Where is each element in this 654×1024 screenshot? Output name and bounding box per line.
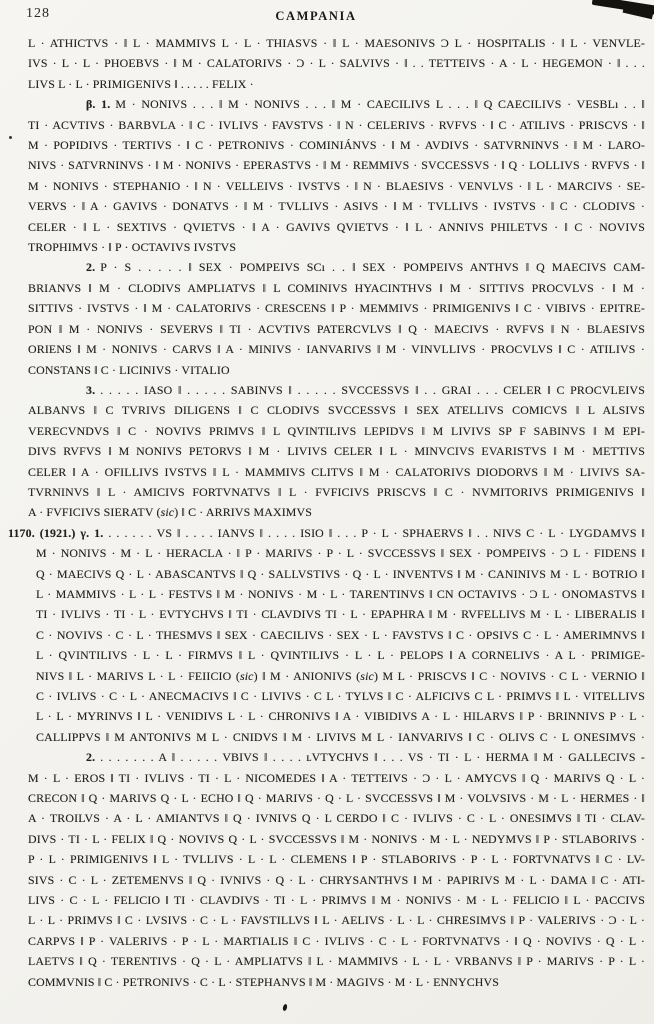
text-line xyxy=(36,604,645,624)
text-line xyxy=(28,339,645,359)
text-line xyxy=(28,890,645,910)
running-title: CAMPANIA xyxy=(275,9,357,23)
text-line xyxy=(28,155,645,175)
line-text: CRECON ‖ Q · MARIVS Q · L · ECHO ‖ Q · MARIVS · Q · L · SVCCESSVS ‖ M · VOLVSIVS · M · L · HERMES · ‖ xyxy=(28,791,645,806)
ink-dot xyxy=(282,1004,288,1012)
line-text: M · NONIVS · STEPHANIO · ‖ N · VELLEIVS · IVSTVS · ‖ N · BLAESIVS · VENVLVS · ‖ L · MARCIVS · SE- xyxy=(28,178,645,193)
page-number: 128 xyxy=(26,6,50,21)
line-text: IVS · L · L · PHOEBVS · ‖ M · CALATORIVS · Ɔ · L · SALVIVS · ‖ . . TETTEIVS · A · L · HEGEMON · ‖ . . . xyxy=(28,56,645,71)
entry-number: β. 1. xyxy=(86,97,111,112)
text-line xyxy=(28,74,645,94)
text-line xyxy=(36,666,645,686)
entry-number: 2. xyxy=(86,260,96,275)
text-line xyxy=(36,645,645,665)
text-line xyxy=(36,584,645,604)
text-line xyxy=(28,462,645,482)
text-line xyxy=(28,115,645,135)
line-text: LIVS L · L · PRIMIGENIVS ‖ . . . . . FELIX · xyxy=(28,76,254,91)
text-line xyxy=(36,564,645,584)
line-text: M · NONIVS . . . ‖ M · NONIVS . . . ‖ M · CAECILIVS L . . . ‖ Q CAECILIVS · VESBLı . . ‖ xyxy=(115,97,645,112)
text-line xyxy=(36,625,645,645)
entry-number: 3. xyxy=(86,382,96,397)
line-text: DIVS · TI · L · FELIX ‖ Q · NOVIVS Q · L · SVCCESSVS ‖ M · NONIVS · M · L · NEDYMVS ‖ P · STLABORIVS · xyxy=(28,831,645,846)
text-line xyxy=(28,808,645,828)
line-text: A · TROILVS · A · L · AMIANTVS ‖ Q · IVNIVS Q · L CERDO ‖ C · IVLIVS · C · L · ONESIMVS ‖ TI · CLAV- xyxy=(28,811,645,826)
text-line xyxy=(28,94,645,114)
line-text: BRIANVS ‖ M · CLODIVS AMPLIATVS ‖ L COMINIVS HYACINTHVS ‖ M · SITTIVS PROCVLVS · ‖ M · xyxy=(28,280,645,295)
line-text: L · MAMMIVS · L · L · FESTVS ‖ M · NONIVS · M · L · TARENTINVS ‖ CN OCTAVIVS · Ɔ L · ONOMASTVS ‖ xyxy=(36,586,645,601)
line-text: NIVS · SATVRNINVS · ‖ M · NONIVS · EPERASTVS · ‖ M · REMMIVS · SVCCESSVS · ‖ Q · LOLLIVS · RVFVS · ‖ xyxy=(28,158,645,173)
text-line xyxy=(28,788,645,808)
line-text: ORIENS ‖ M · NONIVS · CARVS ‖ A · MINIVS · IANVARIVS ‖ M · VINVLLIVS · PROCVLVS ‖ C · ATILIVS · xyxy=(28,342,645,357)
text-line xyxy=(28,196,645,216)
text-line xyxy=(28,910,645,930)
line-text: . . . . . . . A ‖ . . . . . VBIVS ‖ . . . . ʟVTYCHVS ‖ . . . VS · TI · L · HERMA ‖ M · GALLECIVS - xyxy=(100,750,645,765)
text-line xyxy=(28,257,645,277)
line-text: CALLIPPVS ‖ M ANTONIVS M L · CNIDVS ‖ M · LIVIVS M L · IANVARIVS ‖ C · OLIVS C · L ONESIMVS · xyxy=(36,729,645,744)
text-line xyxy=(28,319,645,339)
line-text: LAETVS ‖ Q · TERENTIVS · Q · L · AMPLIATVS ‖ L · MAMMIVS · L · L · VRBANVS ‖ P · MARIVS · P · L · xyxy=(28,954,645,969)
line-text: P · L · PRIMIGENIVS ‖ L · TVLLIVS · L · L · CLEMENS ‖ P · STLABORIVS · P · L · FORTVNATVS ‖ C · LV- xyxy=(28,852,645,867)
text-line xyxy=(28,441,645,461)
text-line xyxy=(28,972,645,992)
text-line xyxy=(28,360,645,380)
line-text: C · IVLIVS · C · L · ANECMACIVS ‖ C · LIVIVS · C L · TYLVS ‖ C · ALFICIVS C L · PRIMVS ‖ L · VITELLIVS xyxy=(36,689,645,703)
line-text: LIVS · C · L · FELICIO ‖ TI · CLAVDIVS · TI · L · PRIMVS ‖ M · NONIVS · M · L · FELICIO ‖ L · PACCIVS xyxy=(28,893,645,908)
line-text: Q · MAECIVS Q · L · ABASCANTVS ‖ Q · SALLVSTIVS · Q · L · INVENTVS ‖ M · CANINIVS M · L · BOTRIO ‖ xyxy=(36,566,645,581)
line-text: SITTIVS · IVSTVS · ‖ M · CALATORIVS · CRESCENS ‖ P · MEMMIVS · PRIMIGENIVS ‖ C · VIBIVS · EPITRE- xyxy=(28,301,645,316)
line-text: DIVS RVFVS ‖ M NONIVS PETORVS ‖ M · LIVIVS CELER ‖ L · MINVCIVS EVARISTVS ‖ M · METTIVS xyxy=(28,444,645,459)
line-text: VERECVNDVS ‖ C · NOVIVS PRIMVS ‖ L QVINTILIVS LEPIDVS ‖ M LIVIVS SP F SABINVS ‖ M EPI- xyxy=(28,423,645,438)
text-line xyxy=(36,727,645,747)
line-text: PON ‖ M · NONIVS · SEVERVS ‖ TI · ACVTIVS PATERCVLVS ‖ Q · MAECIVS · RVFVS ‖ N · BLAESIVS xyxy=(28,321,645,336)
text-line xyxy=(8,523,645,543)
text-line xyxy=(36,686,645,706)
line-text: M · POPIDIVS · TERTIVS · ‖ C · PETRONIVS · COMINIÁNVS · ‖ M · AVDIVS · SATVRNINVS · ‖ M · LARO- xyxy=(28,138,645,153)
line-text: TI · ACVTIVS · BARBVLA · ‖ C · IVLIVS · FAVSTVS · ‖ N · CELERIVS · RVFVS · ‖ C · ATILIVS · PRISCVS · ‖ xyxy=(28,117,645,132)
text-block xyxy=(8,33,646,992)
text-line xyxy=(28,217,645,237)
text-line xyxy=(28,278,645,298)
text-line xyxy=(28,298,645,318)
text-line xyxy=(28,237,645,257)
text-line xyxy=(28,33,645,53)
entry-number: 2. xyxy=(86,750,96,765)
text-line xyxy=(36,706,645,726)
text-line xyxy=(28,482,645,502)
line-text: TVRNINVS ‖ L · AMICIVS FORTVNATVS ‖ L · FVFICIVS PRISCVS ‖ C · NVMITORIVS PRIMIGENIVS ‖ xyxy=(28,484,645,499)
line-text: C · NOVIVS · C · L · THESMVS ‖ SEX · CAECILIVS · SEX · L · FAVSTVS ‖ C · OPSIVS C · L · AMERIMNVS ‖ xyxy=(36,627,645,642)
page-header xyxy=(28,6,644,28)
text-line xyxy=(28,931,645,951)
text-line xyxy=(28,135,645,155)
line-text: L · L · PRIMVS ‖ C · LVSIVS · C · L · FAVSTILLVS ‖ L · AELIVS · L · L · CHRESIMVS ‖ P · VALERIVS · Ɔ · L · xyxy=(28,913,645,928)
text-line xyxy=(28,870,645,890)
line-text: ALBANVS ‖ C TVRIVS DILIGENS ‖ C CLODIVS SVCCESSVS ‖ SEX ATELLIVS COMICVS ‖ L ALSIVS xyxy=(28,403,645,418)
line-text: M · L · EROS ‖ TI · IVLIVS · TI · L · NICOMEDES ‖ A · TETTEIVS · Ɔ · L · AMYCVS ‖ Q · MARIVS Q · L · xyxy=(28,770,645,785)
text-line xyxy=(28,747,645,767)
line-text: . . . . . IASO ‖ . . . . . SABINVS ‖ . . . . . SVCCESSVS ‖ . . GRAI . . . CELER ‖ C PROCVLEIVS xyxy=(100,382,645,397)
text-line xyxy=(36,543,645,563)
text-line xyxy=(28,951,645,971)
text-line xyxy=(28,768,645,788)
text-line xyxy=(28,502,645,522)
line-text: TI · IVLIVS · TI · L · EVTYCHVS ‖ TI · CLAVDIVS TI · L · EPAPHRA ‖ M · RVFELLIVS M · L · LIBERALIS ‖ xyxy=(36,607,645,622)
line-text: CARPVS ‖ P · VALERIVS · P · L · MARTIALIS ‖ C · IVLIVS · C · L · FORTVNATVS · ‖ Q · NOVIVS · Q · L · xyxy=(28,933,645,948)
text-line xyxy=(28,53,645,73)
text-line xyxy=(28,829,645,849)
text-line xyxy=(28,380,645,400)
margin-speck xyxy=(9,136,12,139)
line-text: M · NONIVS · M · L · HERACLA · ‖ P · MARIVS · P · L · SVCCESSVS ‖ SEX · POMPEIVS · Ɔ L · FIDENS ‖ xyxy=(36,546,645,561)
line-text: TROPHIMVS · ‖ P · OCTAVIVS IVSTVS xyxy=(28,240,237,255)
entry-number: 1170. (1921.) γ. 1. xyxy=(8,525,104,540)
line-text: A · FVFICIVS SIERATV (sic) ‖ C · ARRIVS MAXIMVS xyxy=(28,505,313,520)
line-text: SIVS · C · L · ZETEMENVS ‖ Q · IVNIVS · Q · L · CHRYSANTHVS ‖ M · PAPIRIVS M · L · DAMA ‖ C · ATI- xyxy=(28,872,645,887)
line-text: P · S . . . . . ‖ SEX · POMPEIVS SCı . . ‖ SEX · POMPEIVS ANTHVS ‖ Q MAECIVS CAM- xyxy=(100,260,645,275)
text-line xyxy=(28,849,645,869)
text-line xyxy=(28,400,645,420)
text-line xyxy=(28,176,645,196)
line-text: VERVS · ‖ A · GAVIVS · DONATVS · ‖ M · TVLLIVS · ASIVS · ‖ M · TVLLIVS · IVSTVS · ‖ C · CLODIVS · xyxy=(28,199,645,214)
line-text: NIVS ‖ L · MARIVS L · L · FEIICIO (sic) ‖ M · ANIONIVS (sic) M L · PRISCVS ‖ C · NOVIVS · C L · VERNIO ‖ xyxy=(36,668,646,683)
line-text: CELER · ‖ L · SEXTIVS · QVIETVS · ‖ A · GAVIVS QVIETVS · ‖ L · ANNIVS PHILETVS · ‖ C · NOVIVS xyxy=(28,219,645,234)
line-text: . . . . . . VS ‖ . . . . IANVS ‖ . . . . ISIO ‖ . . . P · L · SPHAERVS ‖ . . NIVS C · L · LYGDAMVS ‖ xyxy=(108,525,645,540)
text-line xyxy=(28,421,645,441)
line-text: CONSTANS ‖ C · LICINIVS · VITALIO xyxy=(28,362,230,377)
line-text: L · QVINTILIVS · L · L · FIRMVS ‖ L · QVINTILIVS · L · L · PELOPS ‖ A CORNELIVS · A L · PRIMIGE- xyxy=(36,648,645,663)
line-text: L · ATHICTVS · ‖ L · MAMMIVS L · L · THIASVS · ‖ L · MAESONIVS Ɔ L · HOSPITALIS · ‖ L · VENVLE- xyxy=(28,36,645,50)
line-text: COMMVNIS ‖ C · PETRONIVS · C · L · STEPHANVS ‖ M · MAGIVS · M · L · ENNYCHVS xyxy=(28,974,500,989)
line-text: L · L · MYRINVS ‖ L · VENIDIVS L · L · CHRONIVS ‖ A · VIBIDIVS A · L · HILARVS ‖ P · BRINNIVS P · L · xyxy=(36,709,645,724)
line-text: CELER ‖ A · OFILLIVS IVSTVS ‖ L · MAMMIVS CLITVS ‖ M · CALATORIVS DIODORVS ‖ M · LIVIVS SA- xyxy=(28,464,645,479)
